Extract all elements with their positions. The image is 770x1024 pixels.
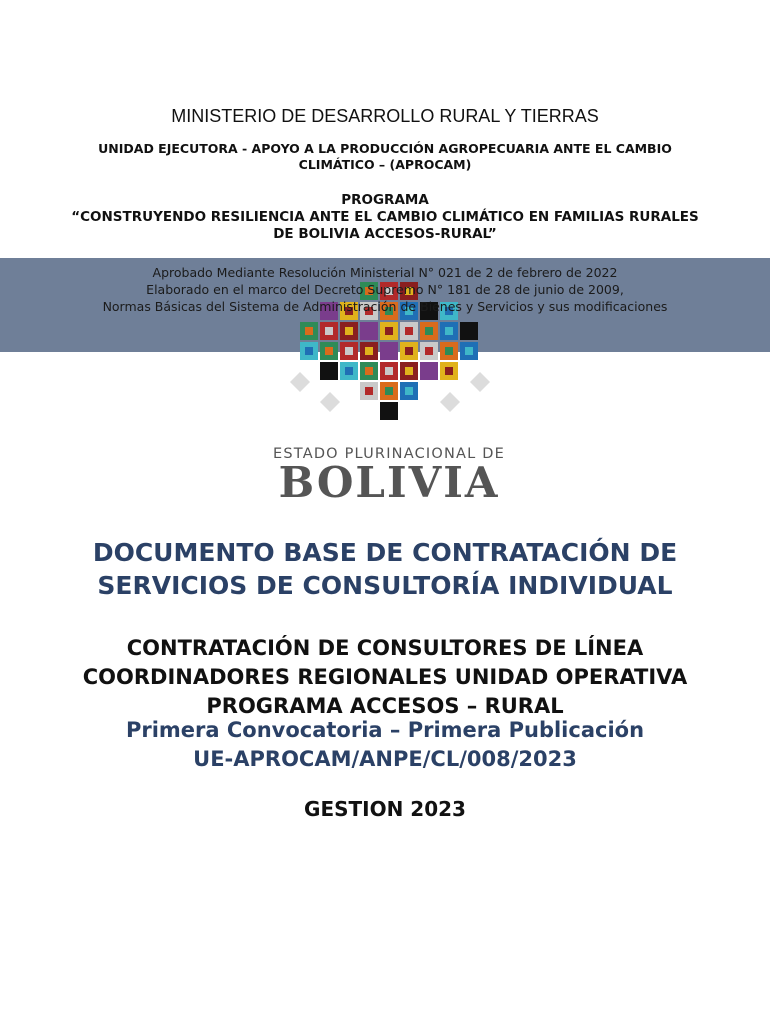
document-subtitle: CONTRATACIÓN DE CONSULTORES DE LÍNEA COORDINADORES REGIONALES UNIDAD OPERATIVA PROGRAMA ACCESOS – RURAL — [82, 636, 688, 718]
emblem-tile-pattern — [345, 367, 353, 375]
emblem-diamond — [470, 372, 490, 392]
emblem-tile-pattern — [465, 347, 473, 355]
emblem-tile-pattern — [385, 387, 393, 395]
approval-line-2: Elaborado en el marco del Decreto Supremo N° 181 de 28 de junio de 2009, — [146, 282, 624, 297]
approval-text — [40, 264, 730, 315]
emblem-tile-pattern — [345, 327, 353, 335]
emblem-tile-pattern — [405, 327, 413, 335]
emblem-tile-pattern — [425, 327, 433, 335]
emblem-diamond — [290, 372, 310, 392]
emblem-tile-pattern — [445, 327, 453, 335]
emblem-tile-pattern — [405, 387, 413, 395]
state-logo-main-text: BOLIVIA — [278, 458, 500, 507]
gestion-year: GESTION 2023 — [304, 797, 466, 821]
program-label: PROGRAMA — [341, 192, 429, 208]
emblem-tile-pattern — [425, 367, 433, 375]
emblem-tile-pattern — [405, 367, 413, 375]
emblem-diamond — [320, 392, 340, 412]
state-logo-top-text: ESTADO PLURINACIONAL DE — [273, 446, 505, 462]
emblem-tile-pattern — [365, 367, 373, 375]
executing-unit: UNIDAD EJECUTORA - APOYO A LA PRODUCCIÓN AGROPECUARIA ANTE EL CAMBIO CLIMÁTICO – (APROCAM) — [98, 141, 672, 172]
emblem-tile-pattern — [385, 347, 393, 355]
call-name: Primera Convocatoria – Primera Publicación — [125, 718, 645, 742]
approval-line-1: Aprobado Mediante Resolución Ministerial N° 021 de 2 de febrero de 2022 — [152, 265, 618, 280]
emblem-tile-pattern — [425, 347, 433, 355]
emblem-tile-pattern — [405, 347, 413, 355]
emblem-tile-pattern — [345, 347, 353, 355]
call-block — [40, 716, 730, 774]
emblem-tile-pattern — [365, 387, 373, 395]
call-code: UE-APROCAM/ANPE/CL/008/2023 — [193, 747, 577, 771]
emblem-tile-pattern — [365, 347, 373, 355]
emblem-tile-pattern — [325, 347, 333, 355]
emblem-tile-pattern — [385, 327, 393, 335]
emblem-tile-pattern — [325, 327, 333, 335]
emblem-tile-pattern — [385, 407, 393, 415]
program-block — [70, 192, 700, 243]
emblem-tile-pattern — [385, 367, 393, 375]
emblem-tile-pattern — [445, 367, 453, 375]
document-title: DOCUMENTO BASE DE CONTRATACIÓN DE SERVICIOS DE CONSULTORÍA INDIVIDUAL — [92, 538, 678, 600]
emblem-tile-pattern — [305, 347, 313, 355]
emblem-tile-pattern — [305, 327, 313, 335]
state-logo — [258, 446, 520, 506]
ministry-name: MINISTERIO DE DESARROLLO RURAL Y TIERRAS — [171, 106, 599, 126]
emblem-tile-pattern — [365, 327, 373, 335]
emblem-tile-pattern — [465, 327, 473, 335]
emblem-tile-pattern — [325, 367, 333, 375]
emblem-diamond — [440, 392, 460, 412]
program-name: “CONSTRUYENDO RESILIENCIA ANTE EL CAMBIO CLIMÁTICO EN FAMILIAS RURALES DE BOLIVIA ACCESOS-RURAL” — [71, 209, 699, 242]
emblem-tile-pattern — [445, 347, 453, 355]
approval-line-3: Normas Básicas del Sistema de Administración de Bienes y Servicios y sus modificaciones — [102, 299, 668, 314]
